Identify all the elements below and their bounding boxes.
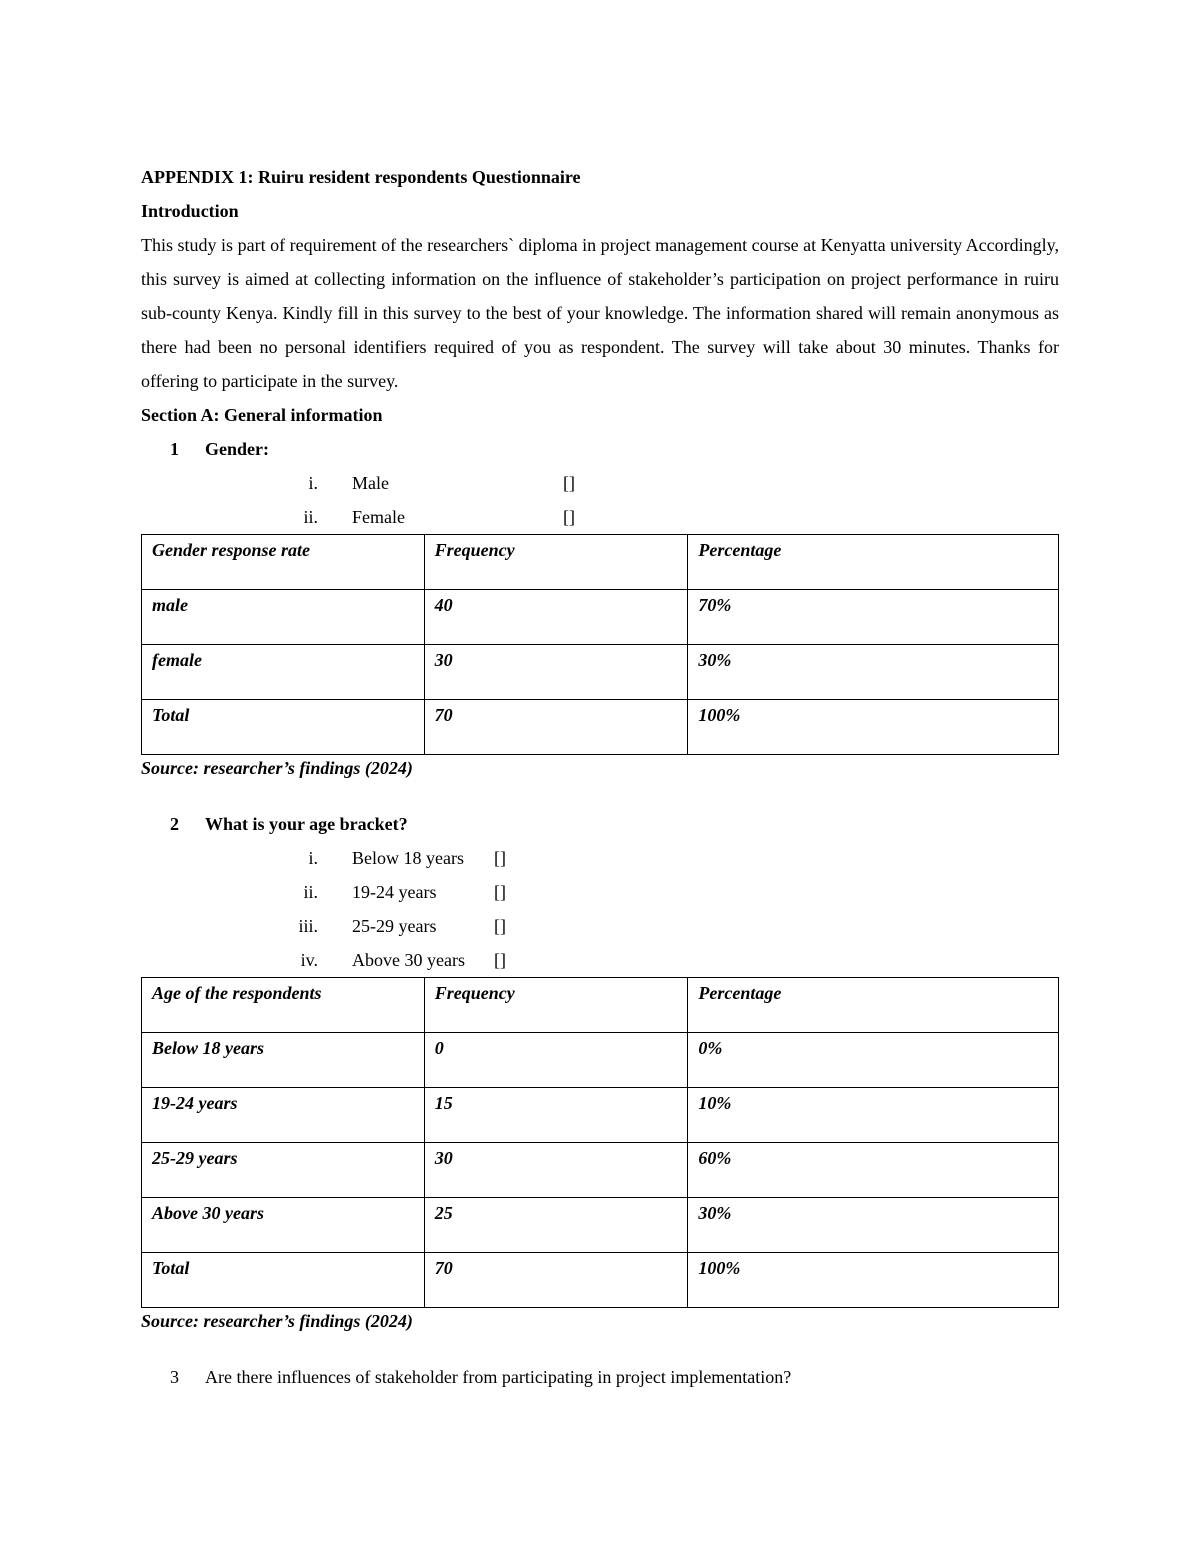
question-number: 3 — [170, 1367, 179, 1387]
table-cell: 30 — [424, 645, 688, 700]
option-25-29 — [141, 909, 1059, 943]
option-label: Above 30 years — [352, 950, 465, 970]
table-row — [142, 1088, 1059, 1143]
option-label: Below 18 years — [352, 848, 464, 868]
option-19-24 — [141, 875, 1059, 909]
option-female — [141, 500, 1059, 534]
table-header-cell: Frequency — [424, 535, 688, 590]
table-header-cell: Percentage — [688, 535, 1059, 590]
table-row — [142, 590, 1059, 645]
table-cell: 0% — [688, 1033, 1059, 1088]
gender-table-source: Source: researcher’s findings (2024) — [141, 758, 413, 778]
checkbox-25-29[interactable]: [] — [494, 916, 506, 936]
table-cell: 19-24 years — [142, 1088, 425, 1143]
option-label: 19-24 years — [352, 882, 437, 902]
option-above-30 — [141, 943, 1059, 977]
table-cell: Below 18 years — [142, 1033, 425, 1088]
table-cell: 15 — [424, 1088, 688, 1143]
table-row — [142, 645, 1059, 700]
section-a-heading: Section A: General information — [141, 405, 383, 425]
appendix-heading: APPENDIX 1: Ruiru resident respondents Questionnaire — [141, 167, 581, 187]
question-text: What is your age bracket? — [205, 814, 408, 834]
table-header-cell: Gender response rate — [142, 535, 425, 590]
document-page — [141, 160, 1059, 1394]
checkbox-above-30[interactable]: [] — [494, 950, 506, 970]
table-header-row — [142, 978, 1059, 1033]
option-label: Male — [352, 473, 389, 493]
table-row — [142, 1253, 1059, 1308]
table-cell: 30% — [688, 1198, 1059, 1253]
table-cell: 70 — [424, 700, 688, 755]
option-label: Female — [352, 507, 405, 527]
table-row — [142, 1198, 1059, 1253]
option-male — [141, 466, 1059, 500]
table-cell: 100% — [688, 700, 1059, 755]
gender-table — [141, 534, 1059, 755]
table-header-row — [142, 535, 1059, 590]
table-header-cell: Percentage — [688, 978, 1059, 1033]
table-cell: 30 — [424, 1143, 688, 1198]
table-cell: Total — [142, 1253, 425, 1308]
table-cell: male — [142, 590, 425, 645]
table-row — [142, 1033, 1059, 1088]
checkbox-below-18[interactable]: [] — [494, 848, 506, 868]
table-cell: 25-29 years — [142, 1143, 425, 1198]
question-text: Gender: — [205, 439, 269, 459]
table-header-cell: Frequency — [424, 978, 688, 1033]
table-cell: 0 — [424, 1033, 688, 1088]
question-2 — [141, 807, 1059, 841]
question-text: Are there influences of stakeholder from participating in project implementation? — [205, 1367, 792, 1387]
question-number: 1 — [170, 439, 179, 459]
option-numeral: iv. — [300, 950, 318, 970]
table-cell: Above 30 years — [142, 1198, 425, 1253]
option-numeral: iii. — [298, 916, 318, 936]
option-below-18 — [141, 841, 1059, 875]
checkbox-male[interactable]: [] — [563, 473, 575, 493]
checkbox-female[interactable]: [] — [563, 507, 575, 527]
table-cell: 60% — [688, 1143, 1059, 1198]
table-cell: 10% — [688, 1088, 1059, 1143]
checkbox-19-24[interactable]: [] — [494, 882, 506, 902]
table-cell: 40 — [424, 590, 688, 645]
table-cell: Total — [142, 700, 425, 755]
introduction-paragraph: This study is part of requirement of the researchers` diploma in project management course at Kenyatta university Accordingly, this survey is aimed at collecting information on the influence of stakeholder’s participation on project performance in ruiru sub-county Kenya. Kindly fill in this survey to the best of your knowledge. The information shared will remain anonymous as there had been no personal identifiers required of you as respondent. The survey will take about 30 minutes. Thanks for offering to participate in the survey. — [141, 235, 1059, 391]
option-numeral: i. — [308, 473, 318, 493]
table-cell: female — [142, 645, 425, 700]
table-header-cell: Age of the respondents — [142, 978, 425, 1033]
question-1 — [141, 432, 1059, 466]
age-table-source: Source: researcher’s findings (2024) — [141, 1311, 413, 1331]
question-3 — [141, 1360, 1059, 1394]
table-cell: 30% — [688, 645, 1059, 700]
introduction-heading: Introduction — [141, 201, 239, 221]
table-row — [142, 700, 1059, 755]
age-table — [141, 977, 1059, 1308]
table-cell: 70 — [424, 1253, 688, 1308]
table-cell: 70% — [688, 590, 1059, 645]
option-numeral: ii. — [303, 882, 318, 902]
table-cell: 100% — [688, 1253, 1059, 1308]
table-row — [142, 1143, 1059, 1198]
table-cell: 25 — [424, 1198, 688, 1253]
option-numeral: ii. — [303, 507, 318, 527]
question-number: 2 — [170, 814, 179, 834]
option-label: 25-29 years — [352, 916, 437, 936]
option-numeral: i. — [308, 848, 318, 868]
